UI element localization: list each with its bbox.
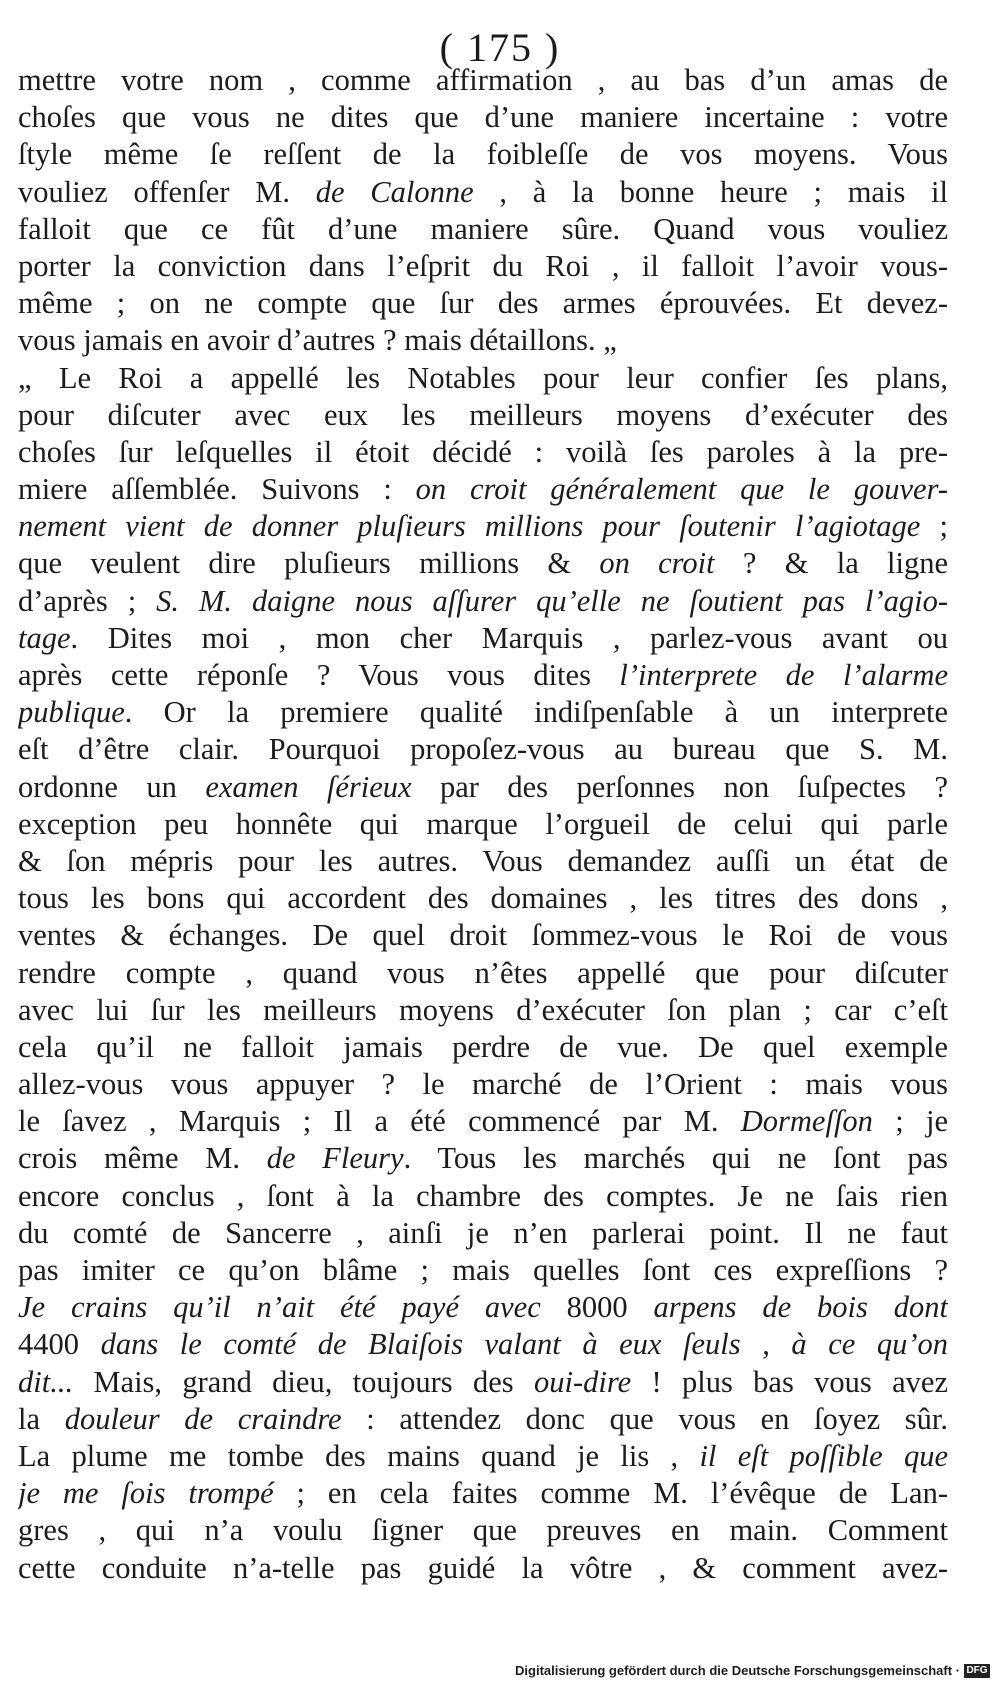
text-run: cela qu’il ne falloit jamais perdre de vue. De quel exemple bbox=[18, 1029, 948, 1064]
text-line bbox=[18, 694, 948, 731]
text-run: rendre compte , quand vous n’êtes appellé que pour diſcuter bbox=[18, 955, 948, 990]
text-run: même ; on ne compte que ſur des armes éprouvées. Et devez- bbox=[18, 286, 948, 321]
text-line bbox=[18, 583, 948, 620]
text-line bbox=[18, 62, 948, 99]
text-line bbox=[18, 136, 948, 173]
text-run: crois même M. bbox=[18, 1141, 267, 1176]
italic-text: on croit généralement que le gouver- bbox=[415, 472, 948, 507]
italic-text: arpens de bois dont bbox=[627, 1290, 948, 1325]
credit-text: Digitalisierung gefördert durch die Deutsche Forschungsgemeinschaft · bbox=[515, 1663, 960, 1678]
text-line bbox=[18, 769, 948, 806]
text-run: choſes ſur leſquelles il étoit décidé : voilà ſes paroles à la pre- bbox=[18, 434, 948, 469]
text-run: gres , qui n’a voulu ſigner que preuves en main. Comment bbox=[18, 1513, 948, 1548]
text-line bbox=[18, 806, 948, 843]
text-line bbox=[18, 955, 948, 992]
text-line bbox=[18, 1066, 948, 1103]
text-run: après cette réponſe ? Vous vous dites bbox=[18, 658, 620, 692]
text-line bbox=[18, 434, 948, 471]
text-run: tous les bons qui accordent des domaines , les titres des dons , bbox=[18, 881, 948, 916]
text-run: Mais, grand dieu, toujours des bbox=[73, 1364, 534, 1399]
text-run: la bbox=[18, 1401, 65, 1436]
text-run: . Dites moi , mon cher Marquis , parlez-vous avant ou bbox=[70, 620, 948, 655]
text-run: par des perſonnes non ſuſpectes ? bbox=[411, 769, 948, 804]
text-line bbox=[18, 1364, 948, 1401]
text-run: ordonne un bbox=[18, 769, 206, 804]
text-line bbox=[18, 843, 948, 880]
text-line bbox=[18, 545, 948, 582]
text-line bbox=[18, 1438, 948, 1475]
text-run: ; en cela faites comme M. l’évêque de Lan- bbox=[273, 1476, 948, 1511]
text-run: 8000 bbox=[566, 1290, 628, 1325]
text-line bbox=[18, 1140, 948, 1177]
italic-text: on croit bbox=[599, 546, 715, 581]
text-run: exception peu honnête qui marque l’orgueil de celui qui parle bbox=[18, 806, 948, 841]
text-line bbox=[18, 322, 948, 359]
text-run: „ Le Roi a appellé les Notables pour leur confier ſes plans, bbox=[18, 360, 948, 395]
text-run: que veulent dire pluſieurs millions & bbox=[18, 546, 600, 581]
text-run: ventes & échanges. De quel droit ſommez-vous le Roi de vous bbox=[18, 918, 948, 953]
text-run: du comté de Sancerre , ainſi je n’en parlerai point. Il ne faut bbox=[18, 1215, 948, 1250]
italic-text: Je crains qu’il n’ait été payé avec bbox=[18, 1290, 567, 1325]
text-line bbox=[18, 1550, 948, 1587]
text-line bbox=[18, 620, 948, 657]
text-run: choſes que vous ne dites que d’une maniere incertaine : votre bbox=[18, 100, 948, 135]
text-run: miere aſſemblée. Suivons : bbox=[18, 472, 416, 507]
text-line bbox=[18, 1103, 948, 1140]
text-line bbox=[18, 1289, 948, 1326]
text-run: , à la bonne heure ; mais il bbox=[473, 174, 948, 209]
text-line bbox=[18, 397, 948, 434]
text-line bbox=[18, 880, 948, 917]
text-line bbox=[18, 1029, 948, 1066]
text-run: eſt d’être clair. Pourquoi propoſez-vous au bureau que S. M. bbox=[18, 732, 948, 767]
italic-text: je me ſois trompé bbox=[18, 1476, 274, 1511]
italic-text: de Fleury bbox=[266, 1141, 404, 1176]
text-line bbox=[18, 471, 948, 508]
text-run: pour diſcuter avec eux les meilleurs moyens d’exécuter des bbox=[18, 397, 948, 432]
text-run: falloit que ce fût d’une maniere sûre. Quand vous vouliez bbox=[18, 211, 948, 246]
italic-text: dans le comté de Blaiſois valant à eux ſeuls , à ce qu’on bbox=[79, 1327, 948, 1362]
italic-text: oui-dire bbox=[534, 1364, 632, 1399]
italic-text: dit... bbox=[18, 1364, 74, 1399]
text-line bbox=[18, 992, 948, 1029]
text-run: 4400 bbox=[18, 1327, 79, 1362]
italic-text: Dormeſſon bbox=[740, 1104, 873, 1139]
text-line bbox=[18, 1512, 948, 1549]
italic-text: publique bbox=[18, 695, 125, 730]
text-run: encore conclus , ſont à la chambre des comptes. Je ne ſais rien bbox=[18, 1178, 948, 1213]
text-line bbox=[18, 248, 948, 285]
text-line bbox=[18, 1326, 948, 1363]
text-line bbox=[18, 99, 948, 136]
italic-text: nement vient de donner pluſieurs millions pour ſoutenir l’agiotage bbox=[18, 509, 921, 544]
text-run: ; bbox=[920, 509, 948, 544]
italic-text: S. M. daigne nous aſſurer qu’elle ne ſoutient pas l’agio- bbox=[156, 583, 948, 618]
text-line bbox=[18, 285, 948, 322]
text-line bbox=[18, 1178, 948, 1215]
text-run: cette conduite n’a-telle pas guidé la vôtre , & comment avez- bbox=[18, 1550, 948, 1585]
text-run: ? & la ligne bbox=[714, 546, 948, 581]
text-line bbox=[18, 657, 948, 694]
text-run: . Or la premiere qualité indiſpenſable à un interprete bbox=[124, 695, 948, 730]
text-line bbox=[18, 174, 948, 211]
italic-text: de Calonne bbox=[315, 174, 474, 209]
italic-text: l’interprete de l’alarme bbox=[619, 658, 948, 692]
italic-text: douleur de craindre bbox=[64, 1401, 342, 1436]
text-run: allez-vous vous appuyer ? le marché de l’Orient : mais vous bbox=[18, 1067, 948, 1102]
text-line bbox=[18, 917, 948, 954]
italic-text: examen ſérieux bbox=[205, 769, 412, 804]
text-run: & ſon mépris pour les autres. Vous demandez auſſi un état de bbox=[18, 843, 948, 878]
text-line bbox=[18, 1252, 948, 1289]
text-run: : attendez donc que vous en ſoyez sûr. bbox=[341, 1401, 948, 1436]
page-number: ( 175 ) bbox=[439, 25, 561, 70]
text-run: porter la conviction dans l’eſprit du Roi , il falloit l’avoir vous- bbox=[18, 248, 948, 283]
text-run: ſtyle même ſe reſſent de la foibleſſe de vos moyens. Vous bbox=[18, 137, 948, 172]
body-text bbox=[18, 62, 948, 1587]
text-line bbox=[18, 508, 948, 545]
text-run: La plume me tombe des mains quand je lis , bbox=[18, 1438, 700, 1473]
text-line bbox=[18, 360, 948, 397]
text-line bbox=[18, 1215, 948, 1252]
dfg-logo-icon: DFG bbox=[964, 1664, 990, 1678]
text-run: vous jamais en avoir d’autres ? mais détaillons. „ bbox=[18, 323, 617, 358]
text-run: ; je bbox=[872, 1104, 948, 1139]
text-line bbox=[18, 1475, 948, 1512]
digitization-credit bbox=[515, 1663, 990, 1678]
text-run: le ſavez , Marquis ; Il a été commencé par M. bbox=[18, 1104, 741, 1139]
text-run: d’après ; bbox=[18, 583, 157, 618]
text-run: pas imiter ce qu’on blâme ; mais quelles ſont ces expreſſions ? bbox=[18, 1253, 948, 1287]
text-run: mettre votre nom , comme affirmation , au bas d’un amas de bbox=[18, 63, 948, 97]
text-run: avec lui ſur les meilleurs moyens d’exécuter ſon plan ; car c’eſt bbox=[18, 992, 948, 1027]
text-line bbox=[18, 211, 948, 248]
text-line bbox=[18, 1401, 948, 1438]
italic-text: il eſt poſſible que bbox=[699, 1438, 948, 1473]
text-run: ! plus bas vous avez bbox=[631, 1364, 948, 1399]
text-run: vouliez offenſer M. bbox=[18, 174, 316, 209]
text-line bbox=[18, 731, 948, 768]
italic-text: tage bbox=[18, 620, 71, 655]
text-run: . Tous les marchés qui ne ſont pas bbox=[403, 1141, 948, 1176]
